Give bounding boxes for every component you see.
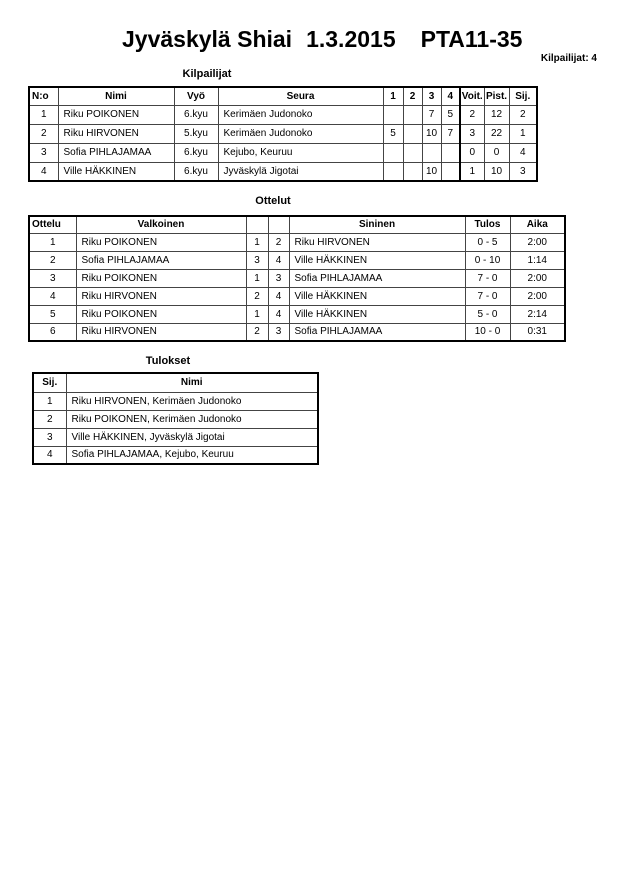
section-title-tulokset: Tulokset	[145, 355, 191, 367]
white-competitor-number: 1	[246, 233, 268, 251]
competitor-points: 22	[484, 124, 509, 143]
match-result: 0 - 10	[465, 251, 510, 269]
match-number: 6	[29, 323, 76, 341]
score-vs-4	[441, 143, 460, 162]
competitor-points: 12	[484, 105, 509, 124]
score-vs-4	[441, 162, 460, 181]
score-vs-1: 5	[383, 124, 403, 143]
col-header-opponent-1: 1	[383, 87, 403, 105]
result-placement: 4	[33, 446, 66, 464]
col-header-white: Valkoinen	[76, 216, 246, 233]
blue-competitor-name: Ville HÄKKINEN	[289, 251, 465, 269]
result-placement: 3	[33, 428, 66, 446]
col-header-opponent-3: 3	[422, 87, 441, 105]
score-vs-1	[383, 105, 403, 124]
blue-competitor-number: 4	[268, 251, 289, 269]
result-row	[33, 410, 318, 428]
blue-competitor-number: 2	[268, 233, 289, 251]
blue-competitor-name: Ville HÄKKINEN	[289, 287, 465, 305]
competitor-points: 0	[484, 143, 509, 162]
match-number: 1	[29, 233, 76, 251]
col-header-belt: Vyö	[174, 87, 218, 105]
white-competitor-number: 2	[246, 323, 268, 341]
col-header-placement: Sij.	[509, 87, 537, 105]
competitor-club: Kerimäen Judonoko	[218, 105, 383, 124]
score-vs-1	[383, 162, 403, 181]
competitor-wins: 2	[460, 105, 484, 124]
results-header-row	[33, 373, 318, 392]
competitor-row	[29, 105, 537, 124]
competitor-number: 1	[29, 105, 58, 124]
match-row	[29, 233, 565, 251]
competitor-placement: 3	[509, 162, 537, 181]
competitors-header-row	[29, 87, 537, 105]
section-title-ottelut: Ottelut	[255, 195, 291, 207]
white-competitor-number: 3	[246, 251, 268, 269]
competitor-club: Kejubo, Keuruu	[218, 143, 383, 162]
competitor-row	[29, 162, 537, 181]
col-header-name: Nimi	[58, 87, 174, 105]
match-row	[29, 305, 565, 323]
matches-header-row	[29, 216, 565, 233]
white-competitor-name: Riku HIRVONEN	[76, 323, 246, 341]
score-vs-3	[422, 143, 441, 162]
match-time: 2:14	[510, 305, 565, 323]
competitor-row	[29, 124, 537, 143]
competitor-points: 10	[484, 162, 509, 181]
title-event-date: 1.3.2015	[306, 26, 396, 52]
col-header-opponent-4: 4	[441, 87, 460, 105]
score-vs-2	[403, 162, 422, 181]
match-time: 2:00	[510, 287, 565, 305]
competitor-placement: 4	[509, 143, 537, 162]
score-vs-3: 10	[422, 124, 441, 143]
white-competitor-name: Riku POIKONEN	[76, 305, 246, 323]
match-time: 2:00	[510, 233, 565, 251]
col-header-match-no: Ottelu	[29, 216, 76, 233]
title-event-name: Jyväskylä Shiai	[122, 26, 293, 52]
match-number: 5	[29, 305, 76, 323]
competitor-placement: 2	[509, 105, 537, 124]
blue-competitor-number: 3	[268, 323, 289, 341]
col-header-blue: Sininen	[289, 216, 465, 233]
competitor-number: 3	[29, 143, 58, 162]
competitors-table	[28, 86, 538, 182]
match-number: 3	[29, 269, 76, 287]
score-vs-1	[383, 143, 403, 162]
match-result: 0 - 5	[465, 233, 510, 251]
score-vs-2	[403, 105, 422, 124]
competitor-number: 2	[29, 124, 58, 143]
score-vs-2	[403, 143, 422, 162]
competitor-placement: 1	[509, 124, 537, 143]
competitor-name: Riku POIKONEN	[58, 105, 174, 124]
col-header-club: Seura	[218, 87, 383, 105]
col-header-points: Pist.	[484, 87, 509, 105]
competitor-number: 4	[29, 162, 58, 181]
white-competitor-name: Sofia PIHLAJAMAA	[76, 251, 246, 269]
competitor-belt: 6.kyu	[174, 143, 218, 162]
white-competitor-name: Riku HIRVONEN	[76, 287, 246, 305]
section-title-kilpailijat: Kilpailijat	[182, 68, 232, 80]
score-vs-2	[403, 124, 422, 143]
result-row	[33, 428, 318, 446]
result-row	[33, 392, 318, 410]
score-vs-4: 5	[441, 105, 460, 124]
col-header-name: Nimi	[66, 373, 318, 392]
competitor-belt: 6.kyu	[174, 105, 218, 124]
white-competitor-number: 2	[246, 287, 268, 305]
blue-competitor-number: 4	[268, 305, 289, 323]
competitor-club: Kerimäen Judonoko	[218, 124, 383, 143]
match-row	[29, 287, 565, 305]
competitor-name: Riku HIRVONEN	[58, 124, 174, 143]
title-category: PTA11-35	[420, 26, 523, 52]
col-header-blue-number	[268, 216, 289, 233]
blue-competitor-name: Ville HÄKKINEN	[289, 305, 465, 323]
competitor-club: Jyväskylä Jigotai	[218, 162, 383, 181]
col-header-opponent-2: 2	[403, 87, 422, 105]
blue-competitor-name: Riku HIRVONEN	[289, 233, 465, 251]
white-competitor-number: 1	[246, 269, 268, 287]
match-result: 10 - 0	[465, 323, 510, 341]
white-competitor-number: 1	[246, 305, 268, 323]
competitor-wins: 0	[460, 143, 484, 162]
result-row	[33, 446, 318, 464]
competitor-wins: 1	[460, 162, 484, 181]
competitor-wins: 3	[460, 124, 484, 143]
score-vs-3: 7	[422, 105, 441, 124]
blue-competitor-name: Sofia PIHLAJAMAA	[289, 269, 465, 287]
match-time: 1:14	[510, 251, 565, 269]
blue-competitor-number: 3	[268, 269, 289, 287]
match-row	[29, 269, 565, 287]
match-number: 2	[29, 251, 76, 269]
white-competitor-name: Riku POIKONEN	[76, 233, 246, 251]
match-result: 5 - 0	[465, 305, 510, 323]
white-competitor-name: Riku POIKONEN	[76, 269, 246, 287]
col-header-placement: Sij.	[33, 373, 66, 392]
col-header-wins: Voit.	[460, 87, 484, 105]
results-table	[32, 372, 319, 465]
score-vs-3: 10	[422, 162, 441, 181]
match-result: 7 - 0	[465, 287, 510, 305]
match-number: 4	[29, 287, 76, 305]
result-placement: 2	[33, 410, 66, 428]
score-vs-4: 7	[441, 124, 460, 143]
page-title	[122, 26, 522, 52]
result-name-and-club: Sofia PIHLAJAMAA, Kejubo, Keuruu	[66, 446, 318, 464]
col-header-white-number	[246, 216, 268, 233]
col-header-no: N:o	[29, 87, 58, 105]
col-header-result: Tulos	[465, 216, 510, 233]
competitor-belt: 5.kyu	[174, 124, 218, 143]
result-name-and-club: Ville HÄKKINEN, Jyväskylä Jigotai	[66, 428, 318, 446]
competitor-belt: 6.kyu	[174, 162, 218, 181]
competitor-count-label: Kilpailijat: 4	[540, 53, 597, 64]
match-time: 0:31	[510, 323, 565, 341]
match-time: 2:00	[510, 269, 565, 287]
competitor-name: Ville HÄKKINEN	[58, 162, 174, 181]
competitor-row	[29, 143, 537, 162]
col-header-time: Aika	[510, 216, 565, 233]
result-placement: 1	[33, 392, 66, 410]
result-name-and-club: Riku POIKONEN, Kerimäen Judonoko	[66, 410, 318, 428]
matches-table	[28, 215, 566, 342]
blue-competitor-name: Sofia PIHLAJAMAA	[289, 323, 465, 341]
competitor-name: Sofia PIHLAJAMAA	[58, 143, 174, 162]
match-result: 7 - 0	[465, 269, 510, 287]
match-row	[29, 323, 565, 341]
blue-competitor-number: 4	[268, 287, 289, 305]
result-name-and-club: Riku HIRVONEN, Kerimäen Judonoko	[66, 392, 318, 410]
match-row	[29, 251, 565, 269]
